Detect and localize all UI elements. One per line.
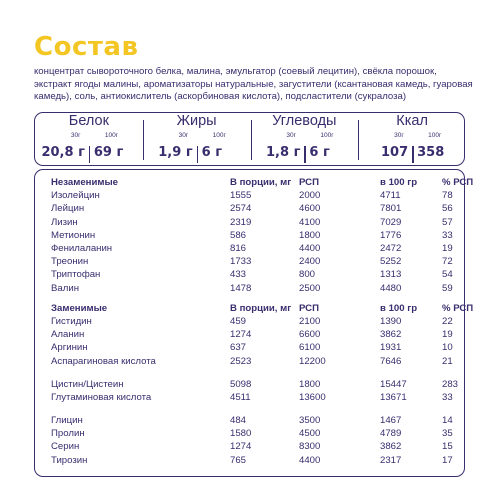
- table-cell: 800: [299, 269, 316, 281]
- table-cell: 57: [442, 216, 453, 228]
- portion-label: 30г: [70, 132, 81, 139]
- table-cell: 1776: [380, 229, 402, 241]
- table-cell: 35: [442, 428, 453, 440]
- table-cell: 2472: [380, 243, 402, 254]
- table-cell: 33: [442, 391, 453, 403]
- table-cell: 2400: [299, 256, 321, 268]
- column-header: В порции, мг: [230, 302, 292, 314]
- table-cell: 4480: [380, 282, 402, 294]
- table-cell: 10: [442, 342, 453, 354]
- table-cell: 3862: [380, 441, 402, 453]
- per100-label: 100г: [104, 132, 119, 139]
- table-cell: 19: [442, 329, 453, 341]
- table-cell: 8300: [299, 441, 321, 453]
- table-cell: 586: [230, 229, 247, 241]
- column-header: В порции, мг: [230, 177, 292, 188]
- table-cell: 4100: [299, 216, 321, 228]
- per100-value: 6 г: [201, 145, 222, 160]
- ingredients-text: концентрат сывороточного белка, малина, эмульгатор (соевый лецитин), свёкла порошок, экстракт ягоды малины, ароматизаторы натуральные, загустители (ксантановая камедь, гуаровая камедь), соль, антиокислитель (аскорбиновая кислота), подсластители (сукралоза): [34, 66, 473, 103]
- table-cell: Цистин/Цистеин: [51, 378, 124, 390]
- table-cell: 6600: [299, 329, 321, 341]
- portion-label: 30г: [286, 132, 296, 139]
- table-cell: 6100: [299, 342, 321, 354]
- table-cell: 4400: [299, 454, 321, 466]
- table-cell: 1274: [230, 329, 252, 341]
- column-header: РСП: [299, 177, 319, 188]
- value-divider: [304, 146, 306, 163]
- table-cell: 21: [442, 355, 453, 367]
- nutrition-column: [358, 113, 466, 165]
- column-separator: [251, 120, 252, 160]
- per100-label: 100г: [428, 132, 442, 139]
- column-header: в 100 гр: [380, 177, 418, 188]
- table-cell: 54: [442, 269, 453, 281]
- table-cell: 1390: [380, 316, 402, 327]
- value-divider: [89, 146, 91, 163]
- table-cell: 2500: [299, 282, 321, 294]
- table-cell: 433: [230, 269, 247, 281]
- table-cell: 15447: [380, 378, 407, 390]
- table-cell: 637: [230, 342, 247, 354]
- table-cell: 33: [442, 229, 453, 241]
- table-cell: 4400: [299, 243, 321, 254]
- column-separator: [143, 120, 144, 160]
- column-header: в 100 гр: [380, 302, 418, 314]
- table-cell: Треонин: [51, 256, 89, 268]
- table-cell: 4511: [230, 391, 251, 403]
- table-cell: 2000: [299, 190, 321, 202]
- column-header: % РСП: [442, 302, 474, 314]
- table-cell: Лизин: [51, 216, 78, 228]
- table-cell: 2319: [230, 216, 252, 228]
- table-cell: 3862: [380, 329, 402, 341]
- table-cell: Аланин: [51, 329, 85, 341]
- table-cell: Серин: [51, 441, 80, 453]
- table-cell: Изолейцин: [51, 190, 100, 202]
- column-header: Незаменимые: [51, 177, 118, 188]
- per100-value: 6 г: [309, 145, 330, 160]
- table-cell: 459: [230, 316, 247, 327]
- table-cell: 1555: [230, 190, 252, 202]
- nutrient-name: Жиры: [176, 113, 217, 129]
- nutrition-column: [35, 113, 143, 165]
- nutrient-name: Ккал: [396, 113, 428, 129]
- table-cell: Аспарагиновая кислота: [51, 355, 156, 367]
- table-cell: Глицин: [51, 415, 83, 426]
- table-cell: 13600: [299, 391, 326, 403]
- nutrition-panel: [34, 112, 465, 166]
- table-cell: 3500: [299, 415, 321, 426]
- table-cell: 4711: [380, 190, 401, 202]
- table-cell: 5098: [230, 378, 252, 390]
- value-divider: [197, 146, 199, 163]
- table-cell: 816: [230, 243, 247, 254]
- table-cell: 19: [442, 243, 453, 254]
- table-cell: 1274: [230, 441, 252, 453]
- table-cell: 4600: [299, 203, 321, 215]
- table-cell: 14: [442, 415, 453, 426]
- table-cell: 1931: [380, 342, 402, 354]
- table-cell: 13671: [380, 391, 407, 403]
- column-header: % РСП: [442, 177, 474, 188]
- table-cell: 765: [230, 454, 247, 466]
- nutrient-name: Белок: [68, 113, 109, 129]
- page-title: Состав: [34, 32, 139, 62]
- table-cell: 12200: [299, 355, 326, 367]
- table-cell: 7029: [380, 216, 402, 228]
- table-cell: 1800: [299, 378, 321, 390]
- value-divider: [412, 146, 414, 163]
- nutrition-column: [143, 113, 251, 165]
- table-cell: Валин: [51, 282, 79, 294]
- table-cell: Аргинин: [51, 342, 88, 354]
- table-cell: 17: [442, 454, 453, 466]
- portion-value: 20,8 г: [41, 145, 85, 160]
- per100-label: 100г: [212, 132, 226, 139]
- table-cell: 4789: [380, 428, 402, 440]
- column-separator: [358, 120, 359, 160]
- portion-label: 30г: [394, 132, 404, 139]
- table-cell: 2523: [230, 355, 252, 367]
- table-cell: 78: [442, 190, 453, 202]
- per100-value: 358: [417, 145, 445, 160]
- table-cell: Тирозин: [51, 454, 88, 466]
- table-cell: Гистидин: [51, 316, 92, 327]
- nutrition-column: [251, 113, 359, 165]
- table-cell: 484: [230, 415, 247, 426]
- column-header: Заменимые: [51, 302, 108, 314]
- table-cell: 72: [442, 256, 453, 268]
- table-cell: Глутаминовая кислота: [51, 391, 152, 403]
- portion-label: 30г: [178, 132, 189, 139]
- table-cell: Триптофан: [51, 269, 101, 281]
- amino-acid-table: [34, 169, 474, 477]
- portion-value: 107: [380, 145, 409, 160]
- table-cell: 283: [442, 378, 459, 390]
- table-cell: Пролин: [51, 428, 85, 440]
- table-cell: 7801: [380, 203, 402, 215]
- table-cell: 1313: [380, 269, 402, 281]
- per100-label: 100г: [320, 132, 334, 139]
- table-cell: 56: [442, 203, 453, 215]
- table-cell: Лейцин: [51, 203, 85, 215]
- table-cell: 1733: [230, 256, 252, 268]
- table-cell: 15: [442, 441, 453, 453]
- table-cell: 1800: [299, 229, 321, 241]
- table-cell: 2100: [299, 316, 321, 327]
- table-cell: 4500: [299, 428, 321, 440]
- table-cell: Фенилаланин: [51, 243, 113, 254]
- table-cell: Метионин: [51, 229, 96, 241]
- table-cell: 22: [442, 316, 453, 327]
- per100-value: 69 г: [93, 145, 124, 160]
- nutrient-name: Углеводы: [272, 113, 337, 129]
- column-header: РСП: [299, 302, 319, 314]
- portion-value: 1,9 г: [158, 145, 193, 160]
- table-cell: 5252: [380, 256, 402, 268]
- table-cell: 59: [442, 282, 453, 294]
- portion-value: 1,8 г: [266, 145, 301, 160]
- table-cell: 1467: [380, 415, 402, 426]
- table-cell: 2317: [380, 454, 402, 466]
- table-cell: 2574: [230, 203, 252, 215]
- table-cell: 1478: [230, 282, 252, 294]
- table-cell: 1580: [230, 428, 252, 440]
- table-cell: 7646: [380, 355, 402, 367]
